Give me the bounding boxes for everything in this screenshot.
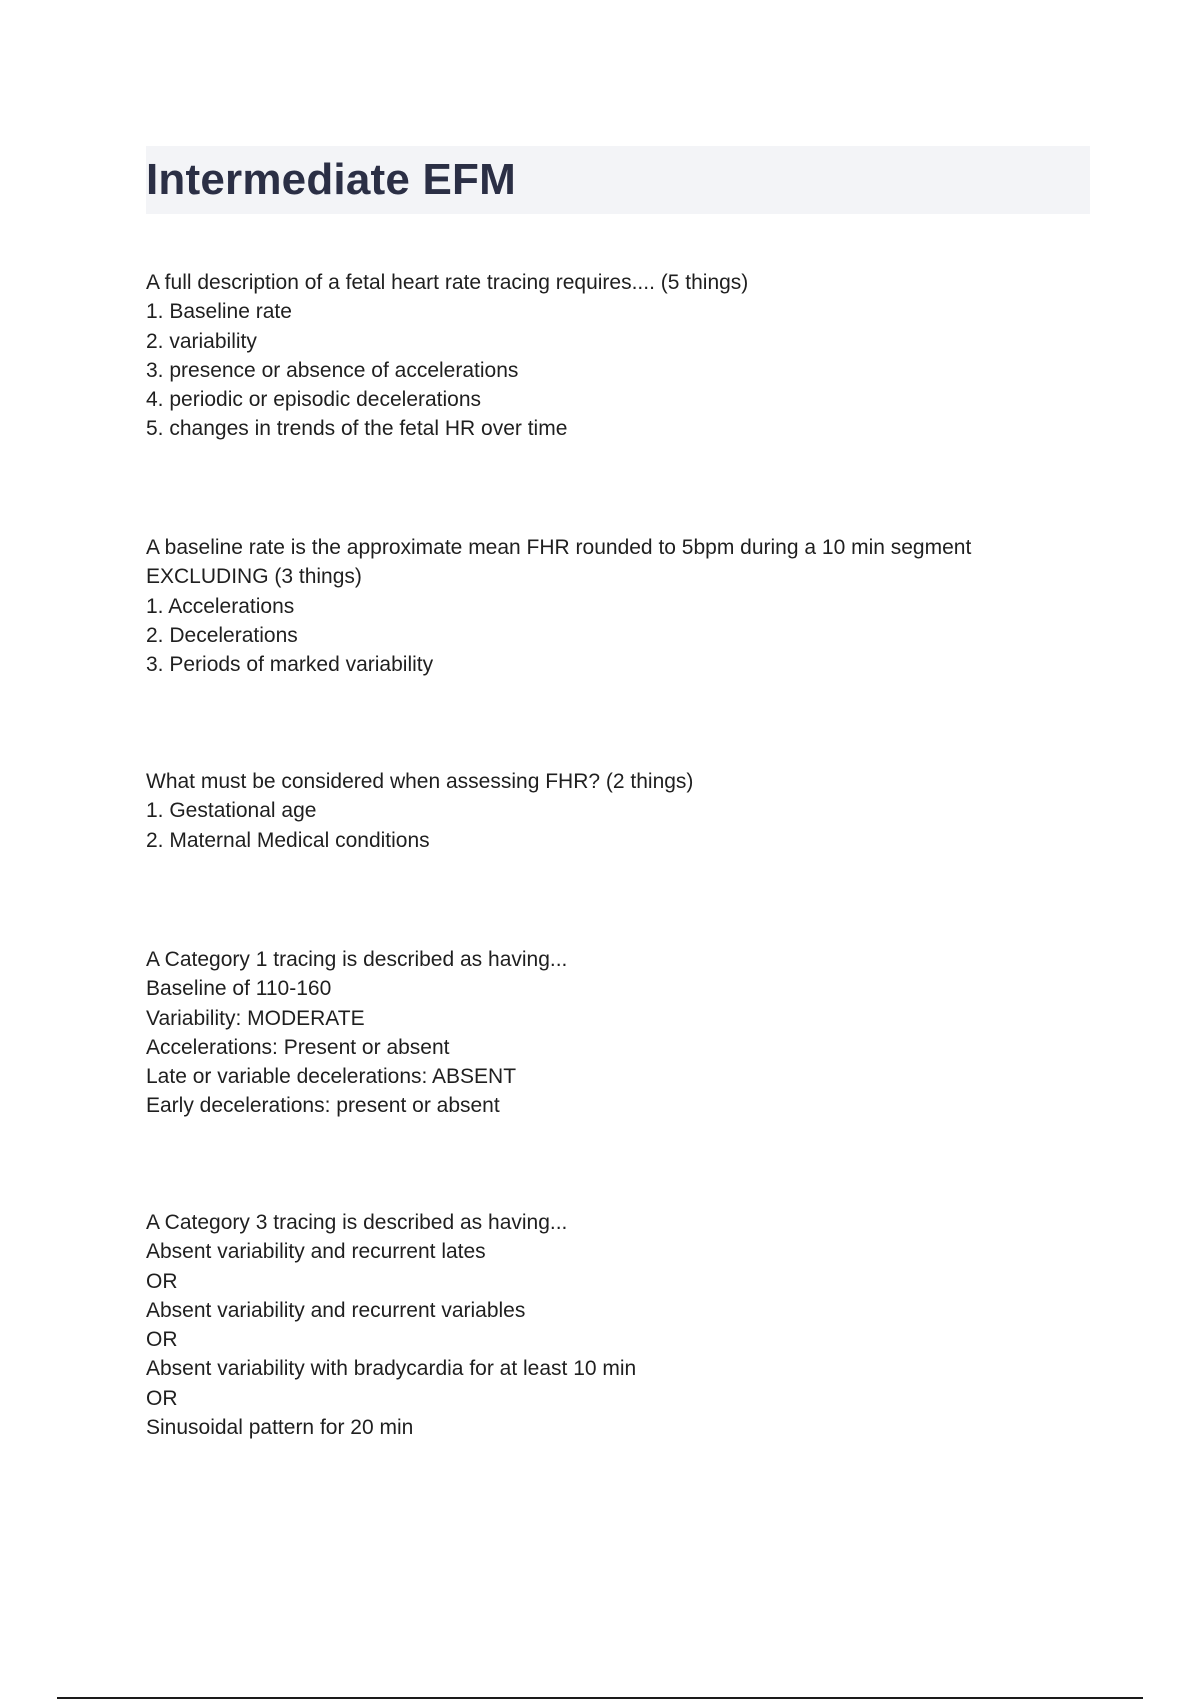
card-question: A full description of a fetal heart rate tracing requires.... (5 things) <box>146 271 749 294</box>
card-answer-line: Late or variable decelerations: ABSENT <box>146 1065 517 1089</box>
card-answer-line: 1. Gestational age <box>146 799 317 823</box>
card-answer-line: Variability: MODERATE <box>146 1006 365 1030</box>
card-answer-line: 1. Baseline rate <box>146 300 292 324</box>
flashcard-1 <box>146 268 1046 444</box>
footer-divider <box>57 1697 1143 1699</box>
flashcard-2 <box>146 533 1046 679</box>
card-answer-line: OR <box>146 1386 178 1410</box>
card-question-line: A baseline rate is the approximate mean FHR rounded to 5bpm during a 10 min segment <box>146 536 972 559</box>
card-answer-line: 2. Maternal Medical conditions <box>146 828 430 852</box>
flashcard-3 <box>146 767 1046 855</box>
card-answer-line: 3. presence or absence of accelerations <box>146 358 519 382</box>
card-question: What must be considered when assessing FHR? (2 things) <box>146 770 694 793</box>
card-question: A Category 3 tracing is described as having... <box>146 1211 568 1234</box>
card-answer-line: Early decelerations: present or absent <box>146 1094 500 1118</box>
card-answer-line: 3. Periods of marked variability <box>146 653 434 677</box>
card-answer-line: Baseline of 110-160 <box>146 977 332 1001</box>
card-answer-line: 1. Accelerations <box>146 594 295 618</box>
card-answer-line: Accelerations: Present or absent <box>146 1035 450 1059</box>
card-answer-line: 2. variability <box>146 329 257 353</box>
card-answer-line: 5. changes in trends of the fetal HR over time <box>146 417 568 441</box>
flashcard-4 <box>146 945 1046 1121</box>
card-answer-line: Absent variability and recurrent lates <box>146 1240 486 1264</box>
card-answer-line: 2. Decelerations <box>146 623 298 647</box>
page-title: Intermediate EFM <box>146 155 516 204</box>
card-answer-line: Absent variability and recurrent variables <box>146 1298 526 1322</box>
card-answer-line: Sinusoidal pattern for 20 min <box>146 1416 414 1440</box>
card-answer-line: OR <box>146 1269 178 1293</box>
card-question-line: EXCLUDING (3 things) <box>146 565 362 589</box>
card-answer-line: 4. periodic or episodic decelerations <box>146 388 482 412</box>
card-answer-line: Absent variability with bradycardia for at least 10 min <box>146 1357 637 1381</box>
card-answer-line: OR <box>146 1328 178 1352</box>
flashcard-5 <box>146 1208 1046 1442</box>
card-question: A Category 1 tracing is described as having... <box>146 948 568 971</box>
